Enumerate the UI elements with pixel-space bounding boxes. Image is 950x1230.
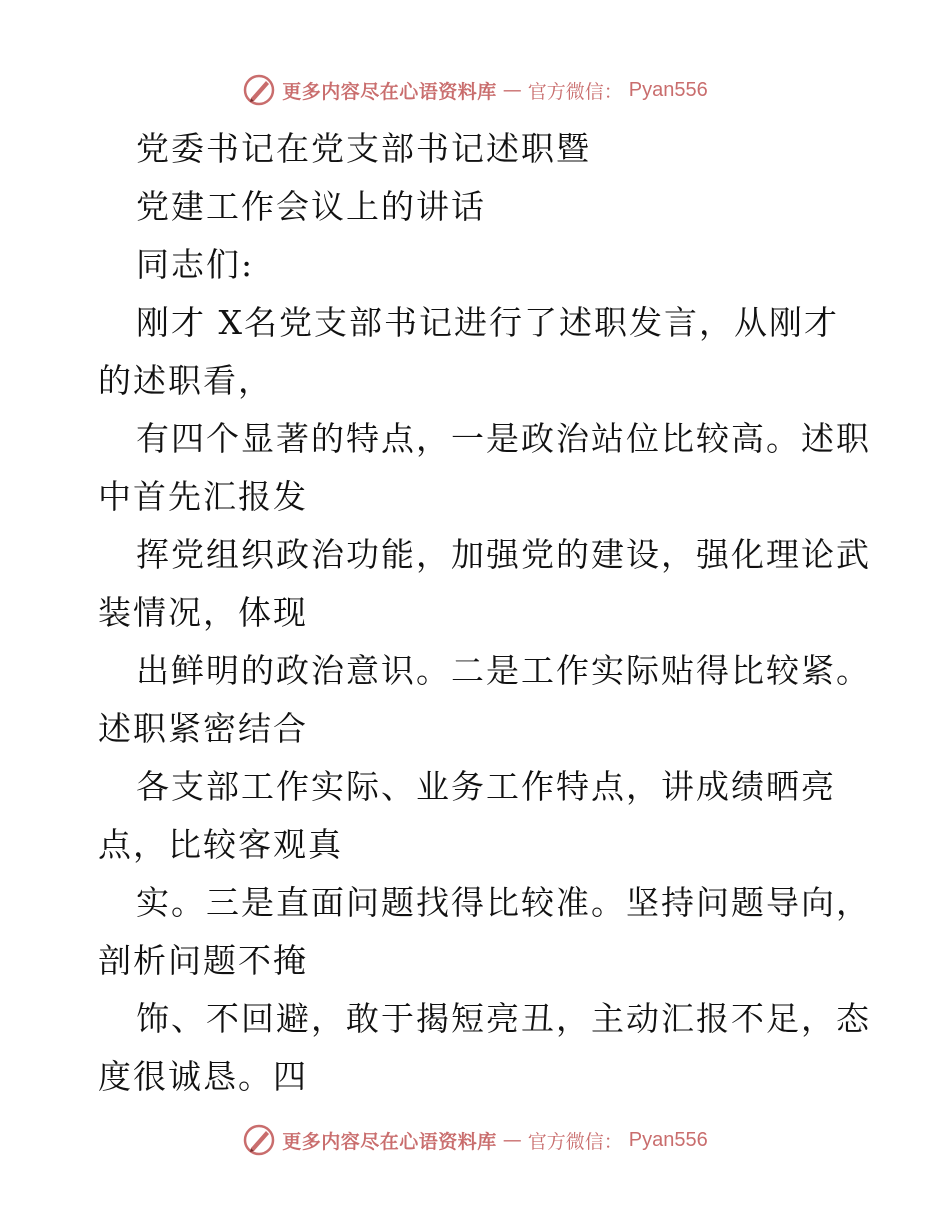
banner-dash: — bbox=[502, 79, 522, 101]
paragraph-line: 有四个显著的特点，一是政治站位比较高。述职 bbox=[136, 419, 871, 458]
banner-main-text: 更多内容尽在心语资料库 bbox=[282, 80, 497, 103]
paragraph-line: 的述职看， bbox=[98, 361, 273, 400]
paragraph-line: 刚才 X名党支部书记进行了述职发言，从刚才 bbox=[136, 303, 839, 342]
banner-wechat-id: Pyan556 bbox=[628, 78, 708, 101]
salutation: 同志们: bbox=[136, 245, 255, 284]
title-line-2: 党建工作会议上的讲话 bbox=[136, 187, 486, 226]
paragraph-line: 点，比较客观真 bbox=[98, 825, 343, 864]
paragraph-line: 饰、不回避，敢于揭短亮丑，主动汇报不足，态 bbox=[136, 999, 871, 1038]
pen-logo-icon bbox=[242, 73, 276, 107]
paragraph-line: 挥党组织政治功能，加强党的建设，强化理论武 bbox=[136, 535, 871, 574]
paragraph-line: 度很诚恳。四 bbox=[98, 1057, 308, 1096]
paragraph-line: 实。三是直面问题找得比较准。坚持问题导向， bbox=[136, 883, 871, 922]
title-line-1: 党委书记在党支部书记述职暨 bbox=[136, 129, 591, 168]
paragraph-line: 剖析问题不掩 bbox=[98, 941, 308, 980]
banner-wechat-label: 官方微信： bbox=[527, 1130, 623, 1153]
paragraph-line: 述职紧密结合 bbox=[98, 709, 308, 748]
paragraph-line: 出鲜明的政治意识。二是工作实际贴得比较紧。 bbox=[136, 651, 871, 690]
footer-banner bbox=[0, 1120, 950, 1160]
paragraph-line: 各支部工作实际、业务工作特点，讲成绩晒亮 bbox=[136, 767, 836, 806]
paragraph-line: 装情况，体现 bbox=[98, 593, 308, 632]
banner-wechat-label: 官方微信： bbox=[527, 80, 623, 103]
header-banner bbox=[0, 70, 950, 110]
document-body bbox=[98, 120, 871, 1106]
banner-main-text: 更多内容尽在心语资料库 bbox=[282, 1130, 497, 1153]
pen-logo-icon bbox=[242, 1123, 276, 1157]
banner-dash: — bbox=[502, 1129, 522, 1151]
paragraph-line: 中首先汇报发 bbox=[98, 477, 308, 516]
banner-wechat-id: Pyan556 bbox=[628, 1128, 708, 1151]
